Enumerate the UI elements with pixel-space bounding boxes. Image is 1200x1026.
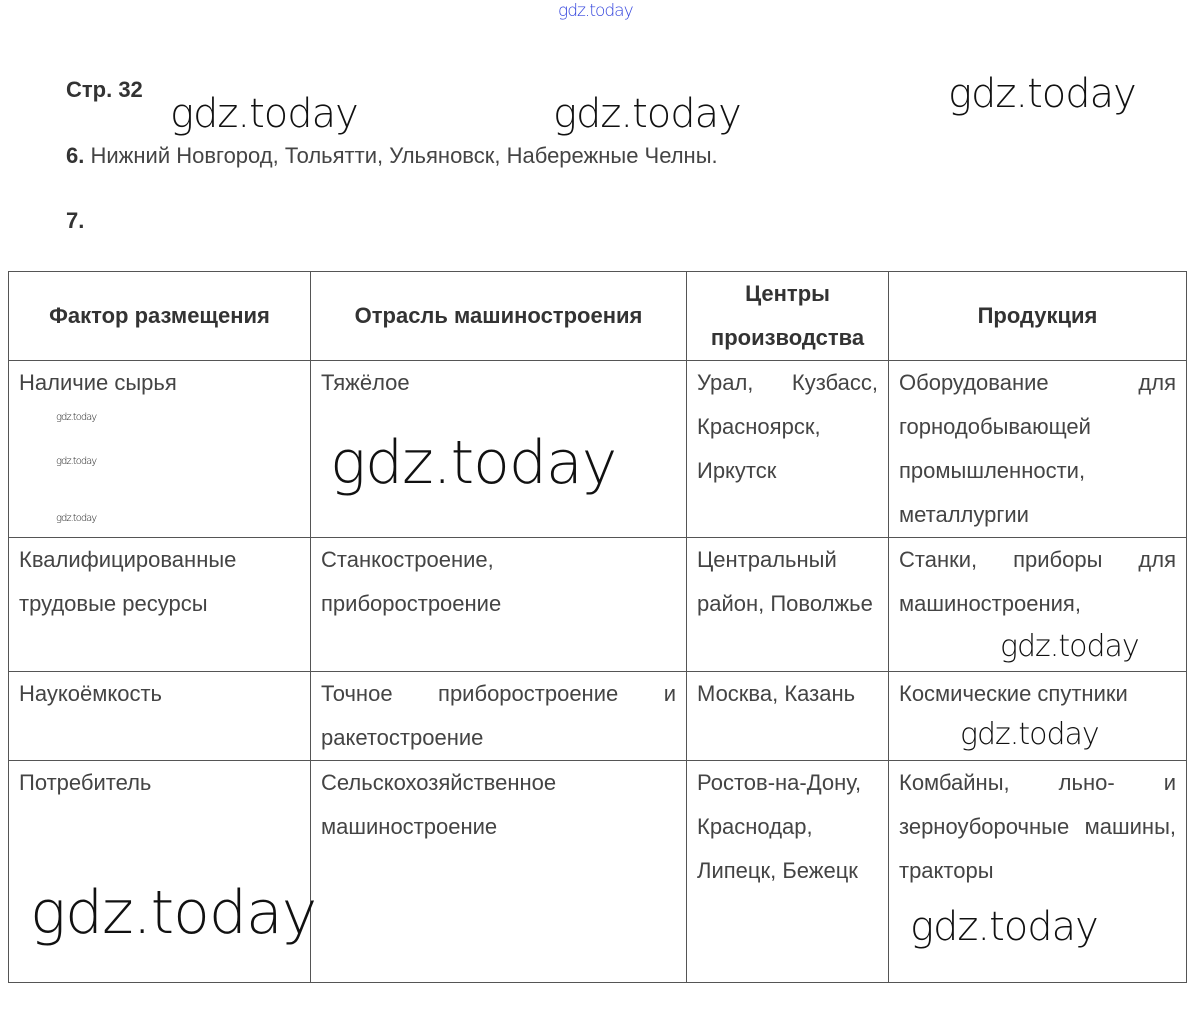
factor-cell: Наукоёмкость bbox=[9, 672, 311, 761]
table-header-row bbox=[9, 272, 1187, 361]
watermark: gdz.today bbox=[56, 412, 97, 423]
watermark: gdz.today bbox=[56, 456, 97, 467]
watermark: gdz.today bbox=[170, 91, 358, 137]
machine-building-table bbox=[8, 271, 1187, 983]
centers-cell: Ростов-на-Дону, Краснодар, Липецк, Бежецк bbox=[687, 761, 889, 983]
industry-cell: Точное приборостроение и ракетостроение bbox=[311, 672, 687, 761]
task-6 bbox=[66, 143, 718, 169]
factor-cell: Квалифицированные трудовые ресурсы bbox=[9, 538, 311, 672]
column-header: Центры производства bbox=[687, 272, 889, 361]
industry-cell: Тяжёлое bbox=[311, 361, 687, 538]
task-7-number: 7. bbox=[66, 208, 85, 233]
centers-cell: Центральный район, Поволжье bbox=[687, 538, 889, 672]
watermark: gdz.today bbox=[910, 904, 1098, 950]
products-cell: Оборудование для горнодобывающей промышленности, металлургии bbox=[889, 361, 1187, 538]
task-6-answer: Нижний Новгород, Тольятти, Ульяновск, Набережные Челны. bbox=[90, 143, 718, 168]
column-header: Отрасль машиностроения bbox=[311, 272, 687, 361]
watermark: gdz.today bbox=[553, 91, 741, 137]
watermark: gdz.today bbox=[330, 428, 617, 498]
watermark-top[interactable]: gdz.today bbox=[558, 1, 633, 21]
centers-cell: Урал, Кузбасс, Красноярск, Иркутск bbox=[687, 361, 889, 538]
factor-cell: Наличие сырья bbox=[9, 361, 311, 538]
task-6-number: 6. bbox=[66, 143, 85, 168]
watermark: gdz.today bbox=[1000, 629, 1139, 664]
products-cell: Космические спутники bbox=[889, 672, 1187, 761]
watermark: gdz.today bbox=[960, 717, 1099, 752]
column-header: Фактор размещения bbox=[9, 272, 311, 361]
products-cell: Комбайны, льно- и зерноуборочные машины, тракторы bbox=[889, 761, 1187, 983]
factor-cell: Потребитель bbox=[9, 761, 311, 983]
watermark: gdz.today bbox=[30, 878, 317, 948]
watermark: gdz.today bbox=[56, 513, 97, 524]
watermark: gdz.today bbox=[948, 71, 1136, 117]
page-reference: Стр. 32 bbox=[66, 77, 143, 102]
industry-cell: Станкостроение, приборостроение bbox=[311, 538, 687, 672]
products-cell: Станки, приборы для машиностроения, bbox=[889, 538, 1187, 672]
column-header: Продукция bbox=[889, 272, 1187, 361]
centers-cell: Москва, Казань bbox=[687, 672, 889, 761]
industry-cell: Сельскохозяйственное машиностроение bbox=[311, 761, 687, 983]
